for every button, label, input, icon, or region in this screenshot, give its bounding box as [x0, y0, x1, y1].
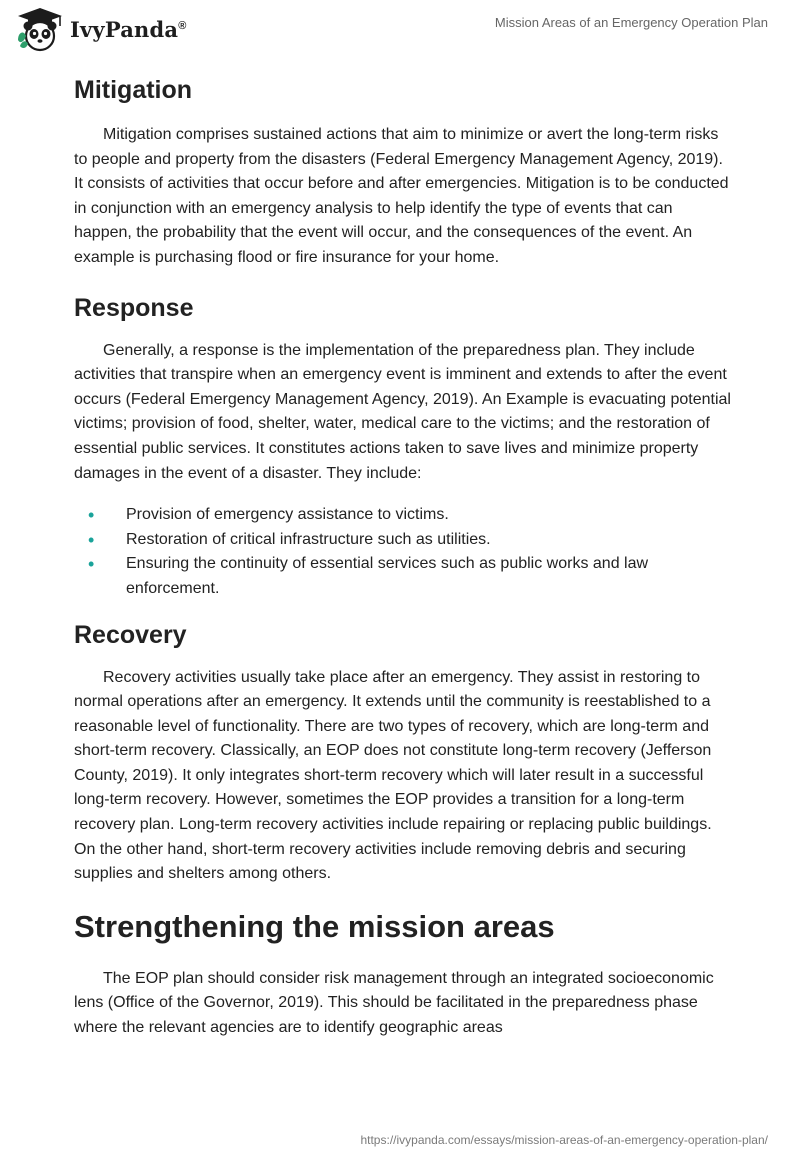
bullet-dot-icon: •	[88, 554, 95, 575]
bullet-dot-icon: •	[88, 505, 95, 526]
response-bullet-list	[74, 503, 734, 601]
list-item: • Provision of emergency assistance to victims.	[88, 505, 449, 526]
paragraph-strengthening: The EOP plan should consider risk management through an integrated socioeconomic lens (Office of the Governor, 2019). This should be facilitated in the preparedness phase where the relevant agencies are to identify geographic areas	[74, 969, 714, 1037]
section-heading-mitigation: Mitigation	[74, 76, 193, 104]
page-header	[0, 0, 800, 64]
list-item: • Restoration of critical infrastructure such as utilities.	[88, 529, 491, 550]
ivypanda-logo[interactable]	[14, 6, 187, 52]
registered-mark: ®	[178, 19, 187, 32]
list-item: • Ensuring the continuity of essential services such as public works and law enforcement.	[88, 554, 649, 597]
source-url[interactable]: https://ivypanda.com/essays/mission-areas-of-an-emergency-operation-plan/	[360, 1133, 768, 1147]
document-title: Mission Areas of an Emergency Operation Plan	[494, 15, 768, 30]
panda-logo-icon	[14, 6, 66, 52]
section-heading-strengthening: Strengthening the mission areas	[74, 908, 555, 944]
section-heading-response: Response	[74, 293, 194, 322]
paragraph-recovery: Recovery activities usually take place after an emergency. They assist in restoring to normal operations after an emergency. It extends until the community is reestablished to a reasonable level of functionality. There are two types of recovery, which are long-term and short-term recovery. Classically, an EOP does not constitute long-term recovery (Jefferson County, 2019). It only integrates short-term recovery which will later result in a successful long-term recovery. However, sometimes the EOP provides a transition for a long-term recovery plan. Long-term recovery activities include repairing or replacing public buildings. On the other hand, short-term recovery activities include removing debris and securing supplies and shelters among others.	[74, 668, 712, 883]
section-heading-recovery: Recovery	[74, 620, 187, 649]
bullet-dot-icon: •	[88, 529, 95, 550]
logo-text: IvyPanda®	[70, 16, 187, 42]
article-content	[74, 70, 734, 1041]
paragraph-mitigation: Mitigation comprises sustained actions that aim to minimize or avert the long-term risks to people and property from the disasters (Federal Emergency Management Agency, 2019). It consists of activities that occur before and after emergencies. Mitigation is to be conducted in conjunction with an emergency analysis to help identify the type of events that can happen, the probability that the event will occur, and the consequences of the event. An example is purchasing flood or fire insurance for your home.	[74, 126, 729, 266]
paragraph-response: Generally, a response is the implementation of the preparedness plan. They include activities that transpire when an emergency event is imminent and extends to after the event occurs (Federal Emergency Management Agency, 2019). An Example is evacuating potential victims; provision of food, shelter, water, medical care to the victims; and the restoration of essential public services. It constitutes actions taken to save lives and minimize property damages in the event of a disaster. They include:	[74, 341, 731, 482]
